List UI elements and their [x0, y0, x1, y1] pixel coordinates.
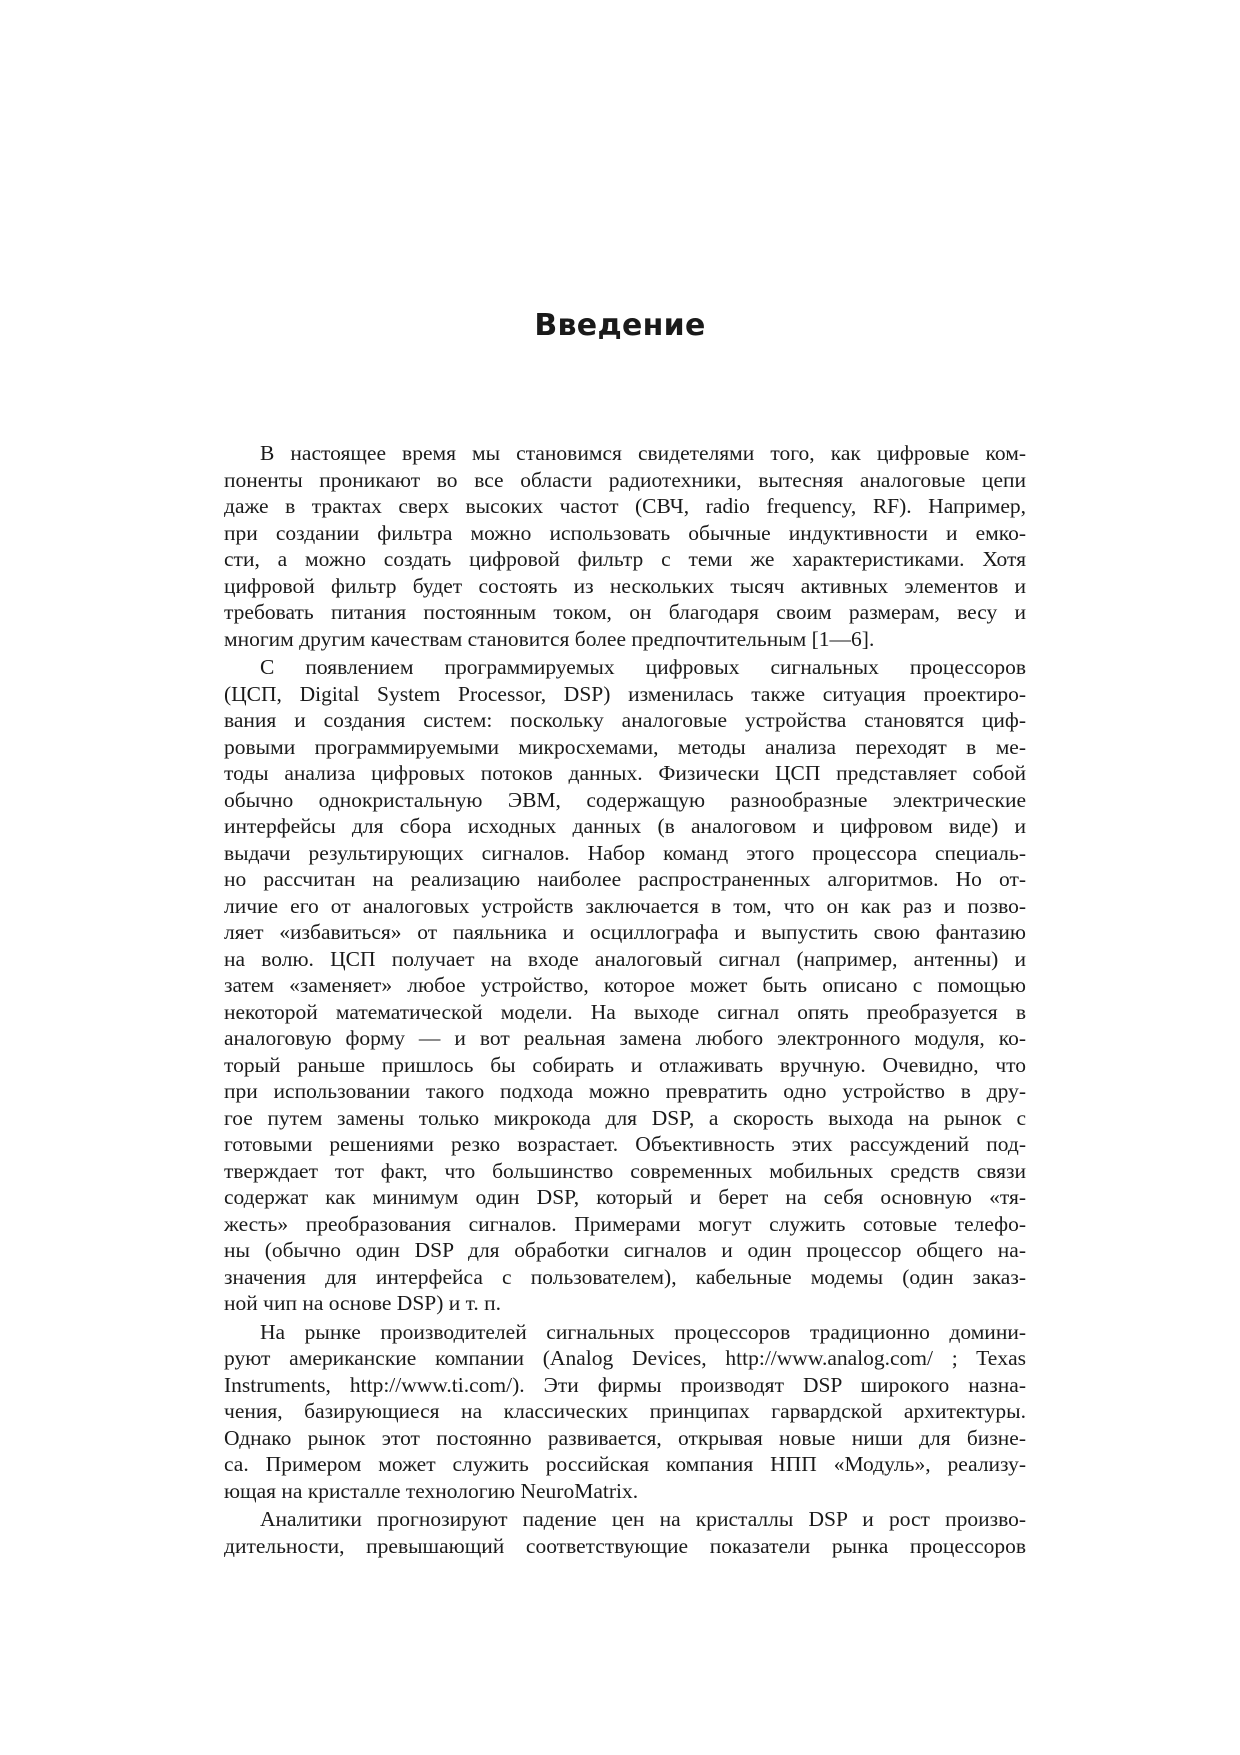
paragraph [224, 440, 1026, 652]
text-line: готовыми решениями резко возрастает. Объективность этих рассуждений под- [224, 1132, 1026, 1156]
text-line: ной чип на основе DSP) и т. п. [224, 1291, 502, 1315]
text-line: В настоящее время мы становимся свидетелями того, как цифровые ком- [260, 441, 1026, 465]
text-line: ровыми программируемыми микросхемами, методы анализа переходят в ме- [224, 734, 1026, 759]
text-line: Instruments, http://www.ti.com/). Эти фирмы производят DSP широкого назна- [224, 1372, 1026, 1397]
text-line: но рассчитан на реализацию наиболее распространенных алгоритмов. Но от- [224, 867, 1026, 891]
text-line: Однако рынок этот постоянно развивается, открывая новые ниши для бизне- [224, 1425, 1026, 1450]
body-text [224, 440, 1026, 1559]
text-line: тоды анализа цифровых потоков данных. Физически ЦСП представляет собой [224, 761, 1026, 785]
text-line: сти, а можно создать цифровой фильтр с теми же характеристиками. Хотя [224, 547, 1026, 571]
paragraph [224, 654, 1026, 1317]
text-line: С появлением программируемых цифровых сигнальных процессоров [260, 655, 1026, 679]
text-line: при создании фильтра можно использовать обычные индуктивности и емко- [224, 520, 1026, 545]
text-line: торый раньше пришлось бы собирать и отлаживать вручную. Очевидно, что [224, 1052, 1026, 1077]
chapter-title: Введение [534, 308, 706, 343]
text-line: са. Примером может служить российская компания НПП «Модуль», реализу- [224, 1452, 1026, 1476]
text-line: чения, базирующиеся на классических принципах гарвардской архитектуры. [224, 1399, 1026, 1423]
text-line: на волю. ЦСП получает на входе аналоговый сигнал (например, антенны) и [224, 946, 1026, 971]
text-line: поненты проникают во все области радиотехники, вытесняя аналоговые цепи [224, 467, 1026, 492]
text-line: жесть» преобразования сигналов. Примерами могут служить сотовые телефо- [224, 1211, 1026, 1236]
text-line: тверждает тот факт, что большинство современных мобильных средств связи [224, 1158, 1026, 1183]
text-line: аналоговую форму — и вот реальная замена любого электронного модуля, ко- [224, 1026, 1026, 1050]
text-line: при использовании такого подхода можно превратить одно устройство в дру- [224, 1079, 1026, 1103]
paragraph [224, 1319, 1026, 1505]
text-line: требовать питания постоянным током, он благодаря своим размерам, весу и [224, 600, 1026, 624]
text-line: некоторой математической модели. На выходе сигнал опять преобразуется в [224, 999, 1026, 1024]
text-line: интерфейсы для сбора исходных данных (в аналоговом и цифровом виде) и [224, 814, 1026, 838]
text-line: выдачи результирующих сигналов. Набор команд этого процессора специаль- [224, 840, 1026, 865]
text-line: гое путем замены только микрокода для DSP, а скорость выхода на рынок с [224, 1105, 1026, 1130]
text-line: ляет «избавиться» от паяльника и осциллографа и выпустить свою фантазию [224, 920, 1026, 944]
text-line: дительности, превышающий соответствующие показатели рынка процессоров [224, 1533, 1026, 1558]
text-line: затем «заменяет» любое устройство, которое может быть описано с помощью [224, 973, 1026, 997]
text-line: руют американские компании (Analog Devices, http://www.analog.com/ ; Texas [224, 1346, 1026, 1370]
text-line: Аналитики прогнозируют падение цен на кристаллы DSP и рост произво- [260, 1507, 1026, 1531]
text-line: вания и создания систем: поскольку аналоговые устройства становятся циф- [224, 708, 1026, 732]
text-line: значения для интерфейса с пользователем), кабельные модемы (один заказ- [224, 1264, 1026, 1289]
paragraph [224, 1506, 1026, 1559]
text-line: На рынке производителей сигнальных процессоров традиционно домини- [260, 1319, 1026, 1344]
text-line: ны (обычно один DSP для обработки сигналов и один процессор общего на- [224, 1238, 1026, 1262]
text-line: цифровой фильтр будет состоять из нескольких тысяч активных элементов и [224, 573, 1026, 598]
text-line: многим другим качествам становится более предпочтительным [1—6]. [224, 626, 875, 651]
text-line: (ЦСП, Digital System Processor, DSP) изменилась также ситуация проектиро- [224, 681, 1026, 706]
text-line: обычно однокристальную ЭВМ, содержащую разнообразные электрические [224, 787, 1026, 812]
text-line: личие его от аналоговых устройств заключается в том, что он как раз и позво- [224, 893, 1026, 918]
text-line: даже в трактах сверх высоких частот (СВЧ, radio frequency, RF). Например, [224, 494, 1026, 518]
text-line: ющая на кристалле технологию NeuroMatrix. [224, 1478, 639, 1503]
text-line: содержат как минимум один DSP, который и берет на себя основную «тя- [224, 1185, 1026, 1209]
